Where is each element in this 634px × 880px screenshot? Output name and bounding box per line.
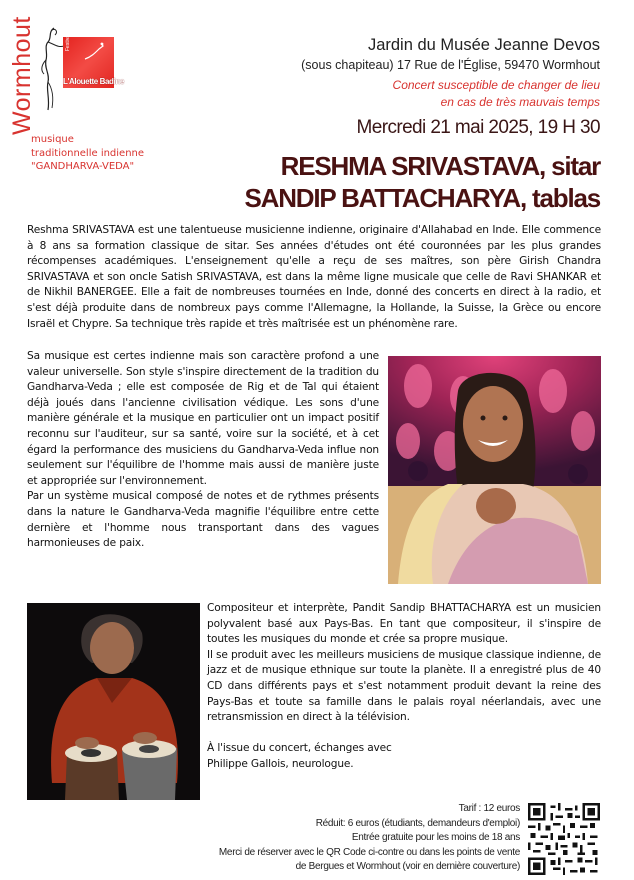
price-reduced: Réduit: 6 euros (étudiants, demandeurs d'emploi) xyxy=(315,817,520,829)
warning-line-2: en cas de très mauvais temps xyxy=(440,95,600,109)
reservation-qr-code-icon[interactable] xyxy=(528,803,600,875)
genre-line-1: musique xyxy=(31,134,74,145)
exchange-line-1: À l'issue du concert, échanges avec xyxy=(207,742,392,755)
sandip-paragraph-2: Il se produit avec les meilleurs musiciens de musique classique indienne, de jazz et de musique ethnique sur toute la planète. Il a enregistré plus de 40 CD dans différents pays et s'est notamment produit devant la reine des Pays-Bas et toute sa famille dans le palais royal néerlandais, avec une retransmission en direct à la télévision. xyxy=(207,648,601,724)
town-name-vertical: Wormhout xyxy=(8,16,36,135)
reshma-intro-paragraph: Reshma SRIVASTAVA est une talentueuse musicienne indienne, originaire d'Allahabad en Inde. Elle commence à 8 ans sa formation classique de sitar. Ses années d'études ont été couronnées par les plus grandes récompenses académiques. L'enseignement qu'elle a reçu de ses maîtres, son père Girish Chandra SRIVASTAVA et son oncle Satish SRIVASTAVA, est dans la même ligne musicale que celle de Ravi SHANKAR et de Nikhil BANERGEE. Elle a fait de nombreuses tournées en Inde, donné des concerts en direct à la radio, et s'est déjà produite dans de nombreux pays comme l'Allemagne, la Hollande, la Suisse, la Grèce ou encore Israël et Chypre. Sa technique très rapide et très maîtrisée est un phénomène rare. xyxy=(27,224,601,330)
sandip-bio-section xyxy=(207,601,601,773)
genre-subtitle xyxy=(31,133,144,174)
music-paragraph-1: Sa musique est certes indienne mais son caractère profond a une valeur universelle. Son style s'inspire directement de la tradition du Gandharva-Veda ; elle est composée de Rig et de Tal qui étaient déjà joués dans l'ancienne civilisation védique. Les sons d'une manière générale et la musique en particulier ont un impact positif reconnu sur l'auditeur, sur sa santé, voire sur la société, et à cet égard la performance des musiciens du Gandharva-Veda influe non seulement sur l'équilibre de l'homme mais aussi de manière juste et appropriée sur l'environnement. xyxy=(27,350,379,487)
sandip-portrait-image xyxy=(27,603,200,800)
reshma-photo xyxy=(388,356,601,584)
music-paragraph-2: Par un système musical composé de notes et de rythmes présents dans la nature le Gandharva-Veda magnifie l'équilibre entre cette dernière et l'homme nous transportant dans des vagues harmonieuses de paix. xyxy=(27,490,379,550)
dancer-illustration-icon xyxy=(36,24,66,116)
bird-icon xyxy=(81,41,107,65)
exchange-line-2: Philippe Gallois, neurologue. xyxy=(207,757,354,770)
pricing-info xyxy=(219,802,520,875)
artist-reshma-title: RESHMA SRIVASTAVA, sitar xyxy=(280,151,600,181)
price-full: Tarif : 12 euros xyxy=(458,803,520,814)
festival-name: L'Alouette Badine xyxy=(63,77,124,86)
festival-logo xyxy=(63,33,124,88)
artist-sandip-title: SANDIP BATTACHARYA, tablas xyxy=(244,183,600,213)
genre-line-2: traditionnelle indienne xyxy=(31,147,145,159)
points-of-sale: de Bergues et Wormhout (voir en dernière couverture) xyxy=(295,861,520,872)
festival-label: Festival xyxy=(65,33,71,51)
warning-line-1: Concert susceptible de changer de lieu xyxy=(392,78,600,92)
venue-address: (sous chapiteau) 17 Rue de l'Église, 59470 Wormhout xyxy=(301,58,600,72)
music-description-section xyxy=(27,349,379,552)
venue-name: Jardin du Musée Jeanne Devos xyxy=(367,36,600,54)
price-free: Entrée gratuite pour les moins de 18 ans xyxy=(351,832,520,843)
sandip-photo xyxy=(27,603,200,800)
weather-warning xyxy=(393,77,600,111)
genre-line-3: "GANDHARVA-VEDA" xyxy=(31,161,135,172)
concert-date: Mercredi 21 mai 2025, 19 H 30 xyxy=(356,117,600,138)
reshma-portrait-image xyxy=(388,356,601,584)
reshma-bio-section xyxy=(27,223,601,332)
sandip-paragraph-1: Compositeur et interprète, Pandit Sandip BHATTACHARYA est un musicien polyvalent basé aux Pays-Bas. En tant que compositeur, il s'inspire de toutes les musiques du monde et crée sa propre musique. xyxy=(207,602,601,646)
reservation-note: Merci de réserver avec le QR Code ci-contre ou dans les points de vente xyxy=(218,846,520,858)
